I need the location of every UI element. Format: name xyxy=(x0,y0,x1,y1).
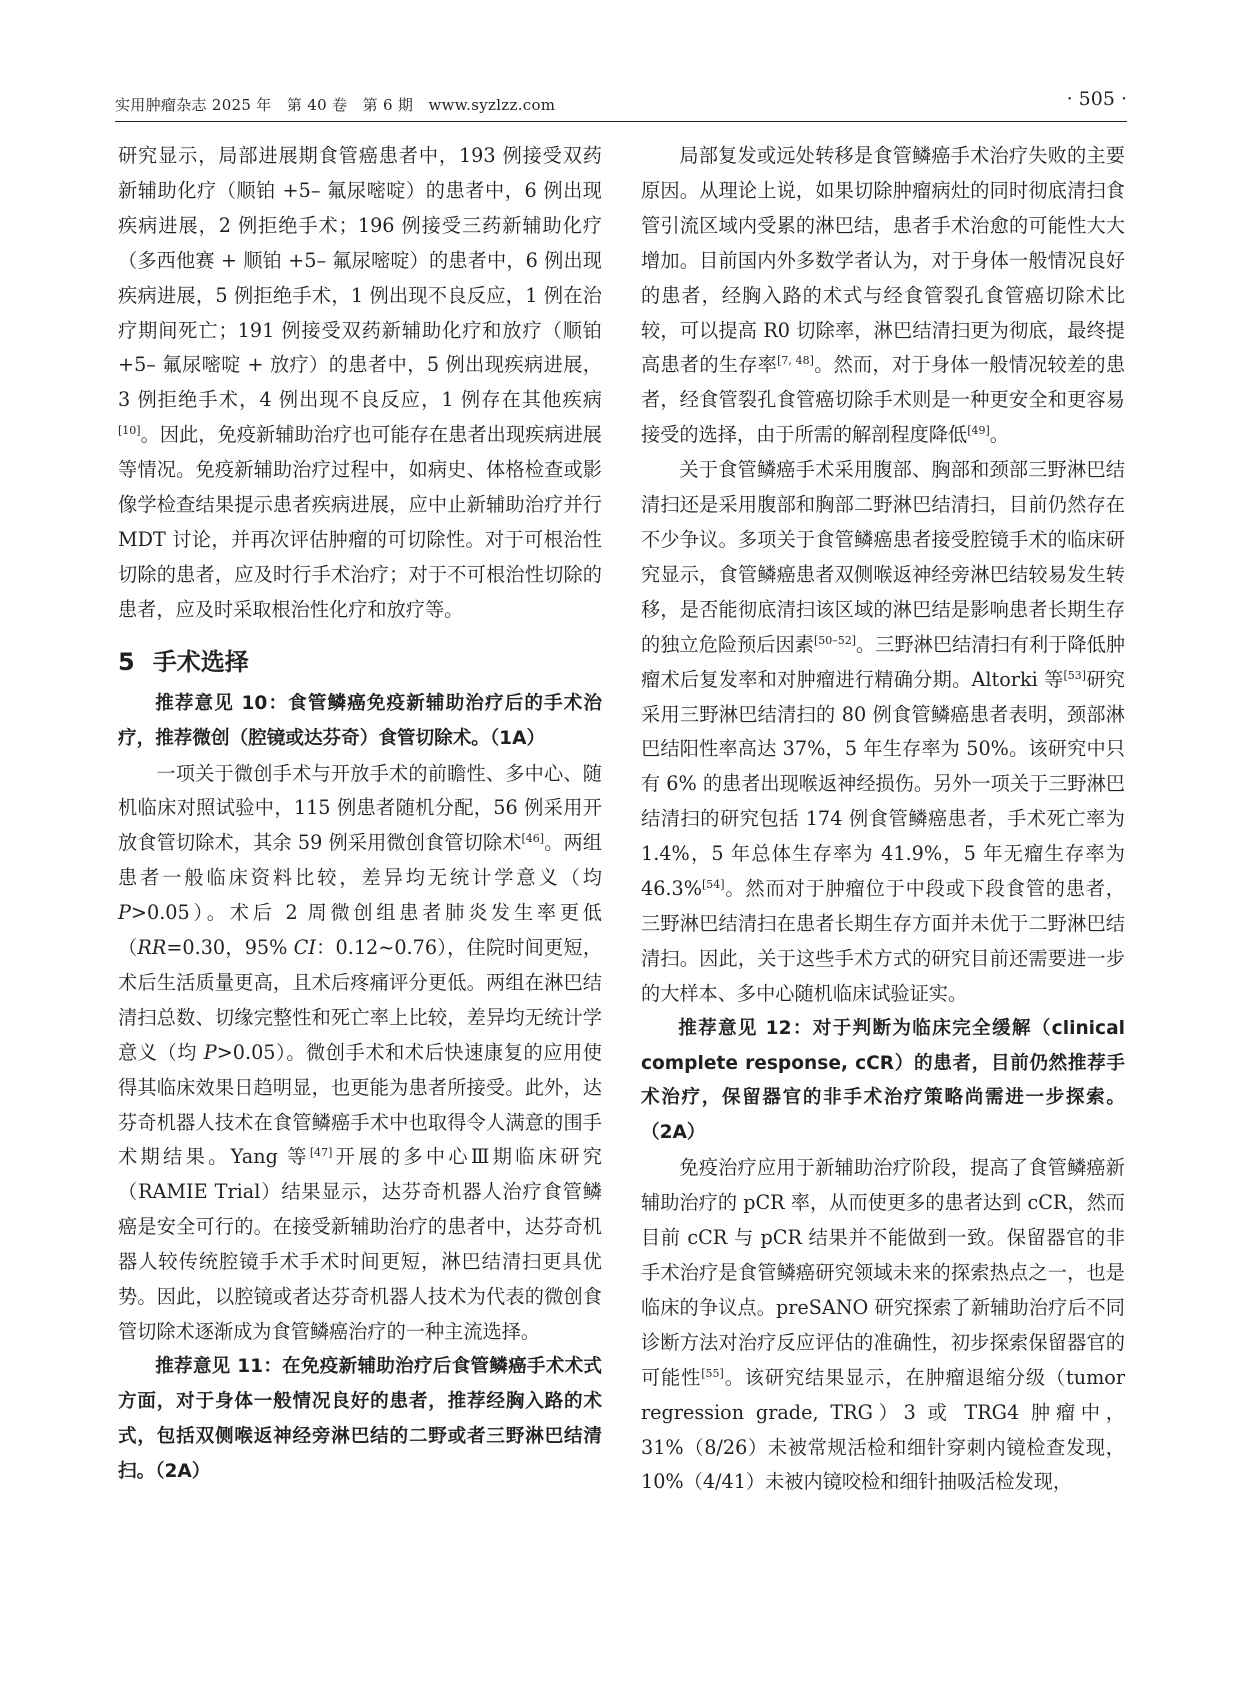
citation[interactable]: [46] xyxy=(521,832,545,846)
text: 一项关于微创手术与开放手术的前瞻性、多中心、随机临床对照试验中，115 例患者随机分配，56 例采用开放食管切除术，其余 59 例采用微创食管切除术 xyxy=(118,761,602,855)
paragraph xyxy=(118,757,602,1350)
citation[interactable]: [10] xyxy=(118,424,141,438)
running-header xyxy=(115,88,1127,118)
text: 。然而对于肿瘤位于中段或下段食管的患者，三野淋巴结清扫在患者长期生存方面并未优于二野淋巴结清扫。因此，关于这些手术方式的研究目前还需要进一步的大样本、多中心随机临床试验证实。 xyxy=(641,877,1125,1005)
text: 。因此，免疫新辅助治疗也可能存在患者出现疾病进展等情况。免疫新辅助治疗过程中，如病史、体格检查或影像学检查结果提示患者疾病进展，应中止新辅助治疗并行 MDT 讨论，并再次评估肿瘤的可切除性。对于可根治性切除的患者，应及时行手术治疗；对于不可根治性切除的患者，应及时采取根治性化疗和放疗等。 xyxy=(118,423,602,621)
citation[interactable]: [50–52] xyxy=(813,633,857,647)
paragraph xyxy=(118,139,602,628)
left-column xyxy=(118,139,602,1490)
ci-symbol: CI xyxy=(293,936,316,960)
section-number: 5 xyxy=(118,647,135,676)
citation[interactable]: [55] xyxy=(701,1366,724,1380)
text: 免疫治疗应用于新辅助治疗阶段，提高了食管鳞癌新辅助治疗的 pCR 率，从而使更多的患者达到 cCR，然而目前 cCR 与 pCR 结果并不能做到一致。保留器官的非手术治疗是食管鳞癌研究领域未来的探索热点之一，也是临床的争议点。preSANO 研究探索了新辅助治疗后不同诊断方法对治疗反应评估的准确性，初步探索保留器官的可能性 xyxy=(641,1156,1125,1389)
citation[interactable]: [54] xyxy=(701,878,725,892)
right-column xyxy=(641,139,1125,1500)
citation[interactable]: [53] xyxy=(1063,668,1087,682)
citation[interactable]: [7, 48] xyxy=(777,354,814,368)
paragraph xyxy=(641,139,1125,453)
rr-symbol: RR xyxy=(137,936,167,960)
recommendation-10: 推荐意见 10：食管鳞癌免疫新辅助治疗后的手术治疗，推荐微创（腔镜或达芬奇）食管切除术。（1A） xyxy=(118,692,602,749)
text: 开展的多中心Ⅲ期临床研究（RAMIE Trial）结果显示，达芬奇机器人治疗食管鳞癌是安全可行的。在接受新辅助治疗的患者中，达芬奇机器人较传统腔镜手术手术时间更短，淋巴结清扫更具优势。因此，以腔镜或者达芬奇机器人技术为代表的微创食管切除术逐渐成为食管鳞癌治疗的一种主流选择。 xyxy=(118,1145,602,1343)
recommendation-12: 推荐意见 12：对于判断为临床完全缓解（clinical complete response, cCR）的患者，目前仍然推荐手术治疗，保留器官的非手术治疗策略尚需进一步探索。（2A） xyxy=(641,1017,1125,1144)
p-symbol: P xyxy=(118,901,131,925)
text: =0.30，95% xyxy=(166,936,294,960)
text: 局部复发或远处转移是食管鳞癌手术治疗失败的主要原因。从理论上说，如果切除肿瘤病灶的同时彻底清扫食管引流区域内受累的淋巴结，患者手术治愈的可能性大大增加。目前国内外多数学者认为，对于身体一般情况良好的患者，经胸入路的术式与经食管裂孔食管癌切除术比较，可以提高 R0 切除率，淋巴结清扫更为彻底，最终提高患者的生存率 xyxy=(641,144,1125,377)
text: 。三野淋巴结清扫有利于降低肿瘤术后复发率和对肿瘤进行精确分期。Altorki 等 xyxy=(641,632,1126,691)
text: 研究采用三野淋巴结清扫的 80 例食管鳞癌患者表明，颈部淋巴结阳性率高达 37%，5 年生存率为 50%。该研究中只有 6% 的患者出现喉返神经损伤。另外一项关于三野淋巴结清扫的研究包括 174 例食管鳞癌患者，手术死亡率为 1.4%，5 年总体生存率为 41.9%，5 年无瘤生存率为 46.3% xyxy=(641,667,1125,901)
section-title: 手术选择 xyxy=(152,647,249,676)
text: 关于食管鳞癌手术采用腹部、胸部和颈部三野淋巴结清扫还是采用腹部和胸部二野淋巴结清扫，目前仍然存在不少争议。多项关于食管鳞癌患者接受腔镜手术的临床研究显示，食管鳞癌患者双侧喉返神经旁淋巴结较易发生转移，是否能彻底清扫该区域的淋巴结是影响患者长期生存的独立危险预后因素 xyxy=(641,458,1125,656)
header-rule xyxy=(115,121,1127,122)
paragraph xyxy=(641,453,1125,1012)
citation[interactable]: [47] xyxy=(309,1146,333,1160)
journal-info: 实用肿瘤杂志 2025 年 第 40 卷 第 6 期 www.syzlzz.com xyxy=(115,96,556,114)
text: >0.05）。术后 2 周微创组患者肺炎发生率更低（ xyxy=(118,901,602,960)
text: 研究显示，局部进展期食管癌患者中，193 例接受双药新辅助化疗（顺铂 +5– 氟尿嘧啶）的患者中，6 例出现疾病进展，2 例拒绝手术；196 例接受三药新辅助化疗（多西他赛 + 顺铂 +5– 氟尿嘧啶）的患者中，6 例出现疾病进展，5 例拒绝手术，1 例出现不良反应，1 例在治疗期间死亡；191 例接受双药新辅助化疗和放疗（顺铂 +5– 氟尿嘧啶 + 放疗）的患者中，5 例出现疾病进展，3 例拒绝手术，4 例出现不良反应，1 例存在其他疾病 xyxy=(118,144,602,412)
text: ：0.12~0.76），住院时间更短，术后生活质量更高，且术后疼痛评分更低。两组在淋巴结清扫总数、切缘完整性和死亡率上比较，差异均无统计学意义（均 xyxy=(118,936,603,1064)
text: 。然而，对于身体一般情况较差的患者，经食管裂孔食管癌切除手术则是一种更安全和更容易接受的选择，由于所需的解剖程度降低 xyxy=(641,353,1126,447)
paragraph xyxy=(641,1151,1125,1500)
text: 。该研究结果显示，在肿瘤退缩分级（tumor regression grade, TRG）3 或 TRG4 肿瘤中，31%（8/26）未被常规活检和细针穿刺内镜检查发现，10%（4/41）未被内镜咬检和细针抽吸活检发现， xyxy=(641,1365,1125,1494)
recommendation-11: 推荐意见 11：在免疫新辅助治疗后食管鳞癌手术术式方面，对于身体一般情况良好的患者，推荐经胸入路的术式，包括双侧喉返神经旁淋巴结的二野或者三野淋巴结清扫。（2A） xyxy=(118,1355,602,1482)
text: >0.05）。微创手术和术后快速康复的应用使得其临床效果日趋明显，也更能为患者所接受。此外，达芬奇机器人技术在食管鳞癌手术中也取得令人满意的围手术期结果。Yang 等 xyxy=(118,1040,602,1169)
text: 。 xyxy=(989,423,1009,447)
citation[interactable]: [49] xyxy=(967,424,990,438)
page-number: · 505 · xyxy=(1066,88,1127,110)
section-heading xyxy=(118,639,602,685)
text: 。两组患者一般临床资料比较，差异均无统计学意义（均 xyxy=(118,831,602,890)
p-symbol: P xyxy=(203,1040,217,1064)
